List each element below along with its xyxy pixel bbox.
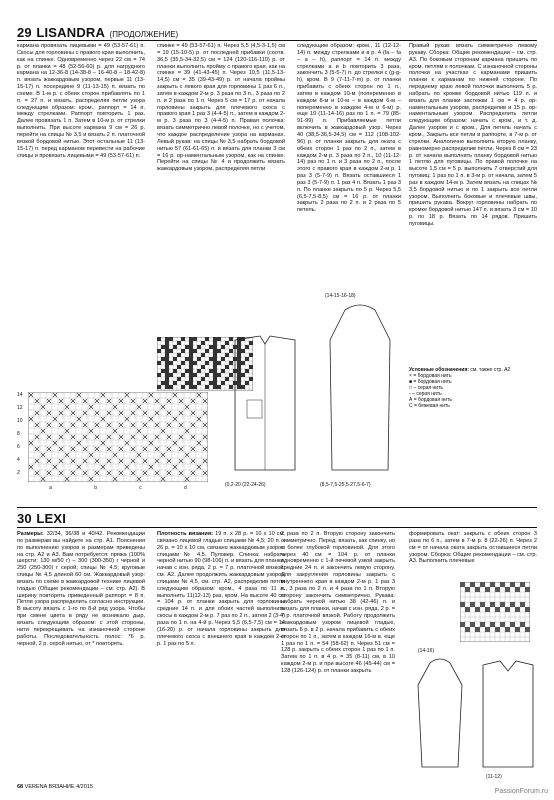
lisandra-col2-text: спинке = 49 (53-57-61) п. Через 5,5 (4,5-3-1,5) см = 19 (15-10-5) р. от последней прибавки (соотв. 36,5 (35,5-34-32,5) см = 124 (120-116-110) р. от планки выполнить пройму с правого края, как на спинке = 39 (41-43-45) п. Через 10,5 (11,5-13-14,5) см = 35 (39-43-49) р. от начала проймы закрыть с левого края для горловины 1 раз 6 п., затем в каждом 2-м р. 3 раза по 3 п., 3 раза по 2 п. и 2 раза по 1 п. Через 5 см = 17 р. от начала горловины закрыть для плечевого скоса с правого края 1 раз 3 (4-4-5) п., затем в каждом 2-м р. 3 раза по 3 (4-4-5) п. Правая полочка: вязать симметрично левой полочке, но с учетом, что каждое распределение узора на карманах. Левый рукав: на спицы № 3,5 набрать бордовой нитью 57 (61-61-65) п. и вязать для планки 3 см = 16 р. ор-наментальным узором, как на спинке. Перейти на спицы № 4 и продолжить вязать жаккардовым узором, распределяя петли <box>157 43 285 173</box>
sleeve-schematic <box>320 300 400 485</box>
legend-ref: см. также стр. A2 <box>470 367 511 373</box>
lexi-gauge-head: Плотность вязания: <box>157 531 213 537</box>
lexi-column-3 <box>281 531 395 776</box>
sleeve-label-2: (8,5-7,5-25,5-27,5-6-7) <box>320 482 371 488</box>
body-schematic-label: (0,2-20 (22-24-26) <box>225 482 266 488</box>
row-label: 12 <box>17 405 23 411</box>
section-30-rule <box>17 507 537 508</box>
lexi-col1-text: 32/34, 36/38 и 40/42. Рекомендации по размерам вы найдете на стр. А1. Пояснения по выполнению узоров и размерам приведены на стр. А2 и А3. Вам потребуется: пряжа (100% шерсти; 130 м/50 г) – 300 (300-350) г черной и 250 (250-300) г серой; спицы № 4,5; круговые спицы № 4,5 длиной 60 см. Жаккардовый узор: вязать по схеме в жаккардовой технике лицевой гладью (Общие рекомендации – см. стр. А2). В ширину повторять приведенный раппорт = 8 п. Петли узора распределить согласно инструкции. В высоту вязать с 1-го по 8-й ряд узора. Чтобы при смене цвета в ряду не возникало дыр, вязать следующим образом: с этой стороны, нити перекрещивать на изнаночной стороне работы. Последовательность полос: *6 р. черной, 2 р. серой нитью, от * повторять. <box>17 531 145 647</box>
lexi-col3-text: 2 раза по 2 п. Вторую сторону закончить симметрично. Перед: вязать, как спинку, но с более глубокой горловиной. Для этого через 40 см = 104 р. от планки одновременно с 1-й печевой узкой закрыть средние 24 п. и закончить левую сторону. Для закругления горловины закрыть с внутреннего края в каждом 2-м р. 1 раз 3 п., 3 раза по 2 п. и 4 раза по 1 п. Вторую сторону закончить симметрично. Рукава: набрать черной нитью 38 (42-46) п. и вязать для планки, начав с изн. ряда, 2 р. = 7 р. платочной вязкой. Работу продолжить жаккардовым узором лицевой гладью, вязать 6 р. в 2 р. начала прибавить с обеих сторон по 1 п., затем в каждом 16-м в. еще 1 раз по 1 п. = 54 (58-62) п. Через 51 см = 128 р. закрыть с обеих сторон 1 раз по 1 п. Затем по 1 п. в 4 р. = 35 (8-11) см, в 10 каждом 2-м р. и при высоте 46 (45-44) см = 128 (126-124) р. от планки закрыть <box>281 531 395 674</box>
lisandra-column-1 <box>17 43 145 383</box>
section-header-30 <box>17 510 66 528</box>
lisandra-col4-text: Правый рукав: вязать симметрично левому рукаву. Сборка: Общие рекомендации – см. стр. А3. По боковым сторонам кармана пришить по кром. петлям к полочкам. С изнаночной стороны полочки на участках с карманами пришить планки к карманам по нижней стороне. По переднему краю левой полочки выполнить 5 р. набрать по кромке бордовой нитью 119 п. и вязать для планки застежки 1 см = 4 р. ор-наментальным узором, распределив и 15 р. ор-наментальным узором. Распределить петли следующим образом: начать с кром., и т. д. Далее узором и с кром., Для петель начать с кром., Закрыть все петли в раппорте, в 7-м р. от стрелки. Аналогично выполнить вторую планку, равномерно распределив петли. Через 8 см = 23 р. от начала выполнить планку бордовой нитью 1 петлю для пуговицы. По правой полочке на высоте 1,5 см = 5 р. выполнить 7 отверстий для пуговиц: 1 раз по 1 п. в 3-м р. от начала, затем 5 раз в каждом 14-м р. Затем вязать на спицах № 3,5 бордовой нитью и по 1 закрыть все петли узором. Выполнить боковые и плечевые швы, пришить рукава. Вокруг горловины набрать по кромке бордовой нитью 147 п. и вязать 3 см = 10 р. по 18 р. Вязать по 14 рядов. Пришить пуговицы. <box>409 43 537 227</box>
legend-item-text: = бордовая нить <box>413 379 452 385</box>
section-title: LISANDRA <box>36 25 106 40</box>
arrow-label-b: b <box>94 485 97 491</box>
magazine-name: VERENA ВЯЗАНИЕ 4/2015 <box>24 784 93 790</box>
section-number: 29 <box>17 25 32 40</box>
watermark: PassionForum.ru <box>494 788 548 795</box>
section-number: 30 <box>17 511 32 526</box>
footer <box>17 784 93 790</box>
arrow-label-c: c <box>139 485 142 491</box>
lisandra-col3-text: следующим образом: кром., 11 (12-12-14) п. между стрелками и в р. 4 (fa – fa – a – h), раппорт = 14 п. между стрелками a и b повторить 3 раза, закончить 3 (5-5-7) п. до стрелки c (g-g-h), кром. В 9 (7-11-7-m) р. от планки прибавить с обеих сторон по 1 п., затем в каждом 10-м (попеременно в каждом 8-м и 10-м – в каждом 6-м – попеременно в каждом 4-м и 6-м) р. еще 10 (11-14-16) раз по 1 п. = 79 (85-91-99) п. Прибавляемые петли включить в жаккардовый узор. Через 40 (38,5-36,5-34,5) см = 112 (108-102-96) р. от планки закрыть для оката с обеих сторон 1 раз по 2 п., затем в каждом 2-м р. 3 раза по 2 п., 10 (11-12-14) раз по 1 п. и 3 раза по 2 п., после этого с правого края в каждом 2-м р. 1 раз 3 (5-7-9) п. Вязать оставшиеся 1 раз 3 (5-7-9) п. 1 раз 4 п. Вязать 1 раз 3 п. По планке закрыть по 5 р. Через 5,5 (6,5-7,5-8,5) см = 16 р. от планки закрыть 2 раза по 2 п. и 2 раза по 5 петель. <box>297 43 401 214</box>
legend-item: ■ = бордовая нить <box>409 379 452 385</box>
section-subtitle: (ПРОДОЛЖЕНИЕ) <box>109 30 179 39</box>
lexi-column-2 <box>157 531 285 776</box>
legend-item-text: = бордовая нить <box>413 373 452 379</box>
row-label: 2 <box>17 470 20 476</box>
lexi-sleeve-schematic <box>410 655 470 780</box>
lexi-sizes-head: Размеры: <box>17 531 44 537</box>
main-jacquard-chart <box>28 392 208 482</box>
legend <box>409 367 537 409</box>
lexi-jacquard-chart <box>460 582 530 642</box>
lisandra-column-4 <box>409 43 537 363</box>
section-30-subrule <box>17 527 537 528</box>
section-title: LEXI <box>36 511 67 526</box>
chart-bottom-letters <box>28 485 208 491</box>
lisandra-col1-text: кармана провязать лицевыми = 49 (53-57-61) п. Скосы для горловины с правого края выполнить, как на спинке. Одновременно через 22 см = 74 р. от планки = 48 (52-56-60) р. для нагрудного кармана на 12-36-8 (14-38-8 – 16-40-8 – 18-42-8) п. вязать жаккардовым узором, первые 11 (13-15-17) п. посередине 9 (11-13-15) п. вязать по схеме. В 1-м р. с обеих сторон прибавлять по 1 п. = 27 п. и вязать, распределяя петли узора следующим образом: кром., раппорт = 14 п. между стрелками. Раппорт повторить 1 раз. Далее провязать 1 п. Затем в 10-м р. от стрелки выполнить. При высоте кармана 9 см = 26 р. перейти на спицы № 3,5 и вязать 2 п. платочной вязкой бордовой нитью. Этот остальные 11 (13-15-17) п. перед карманом перевести на рабочие спицы и провязать лицевыми = 49 (53-57-61) п. <box>17 43 145 159</box>
legend-item: ◦ – серая нить <box>409 391 442 397</box>
legend-item-text: – серая нить <box>412 391 442 397</box>
lexi-column-4 <box>409 531 537 576</box>
legend-item: × = бордовая нить <box>409 373 452 379</box>
legend-item-text: С = бежевая нить <box>409 403 450 409</box>
row-label: 8 <box>17 431 20 437</box>
row-label: 6 <box>17 444 20 450</box>
page-number: 68 <box>17 784 24 790</box>
lisandra-column-3 <box>297 43 401 273</box>
header-rule <box>17 40 537 41</box>
lisandra-column-2 <box>157 43 285 253</box>
row-label: 4 <box>17 457 20 463</box>
legend-item-text: – серая нить <box>413 385 443 391</box>
lexi-body-schematic <box>478 655 538 780</box>
row-label: 14 <box>17 392 23 398</box>
lexi-schematic-label-2: (11-12) <box>486 774 502 780</box>
lexi-col2-text: 19 п. х 28 р. = 10 х 10 см, связано лицевой гладью спицами № 4,5; 20 п. х 26 р. = 10 х 10 см, связано жаккардовым узором спицами № 4,5. Пуловер. Спинка: набрать черной нитью 90 (98-106) п. и вязать для планки, начав с изн. ряда, 2 р. = 7 р. платочной вязкой, см. А2. Далее продолжить жаккардовым узором спицами № 4,5, см. стр. А2, распределив петли следующим образом: кром., 4 раза по 11 п. выполнить 11(12-13) раз, кром. На высоте 40 см = 104 р. от планки закрыть для горловины средние 14 п. и для обоих частей выполнить скосы в каждом 2-м р. 7 раз по 2 п., затем 2 (3-4) раза по 1 п. на 4-й р. Через 5,5 (6,5-7,5) см = 14 (16-20) р. от начала горловины закрыть для плечевого скоса с внешнего края в каждом 2-м р. 1 раз по 5 п. <box>157 531 285 647</box>
body-schematic <box>225 330 305 485</box>
lexi-col4-text: формировать окат: закрыть с обеих сторон 3 раза по 6 п., затем в 7-м р. 8 (22-26) п. Через 2 см = от начала оката закрыть оставшиеся петли узором. Сборка: Общие рекомендации – см. стр. А3. Выполнить плечевые <box>409 531 537 565</box>
chart-row-labels <box>17 392 27 483</box>
sleeve-label-1: (14-15-16-18) <box>325 293 356 299</box>
legend-item: □ – серая нить <box>409 385 443 391</box>
lexi-schematic-label-1: (14-16) <box>418 648 435 654</box>
arrow-label-d: d <box>184 485 187 491</box>
lexi-column-1 <box>17 531 145 776</box>
row-label: 10 <box>17 418 23 424</box>
legend-title: Условные обозначения: <box>409 367 469 373</box>
arrow-label-a: a <box>49 485 52 491</box>
legend-item-text: А = бордовая нить <box>409 397 452 403</box>
legend-item <box>409 403 537 409</box>
